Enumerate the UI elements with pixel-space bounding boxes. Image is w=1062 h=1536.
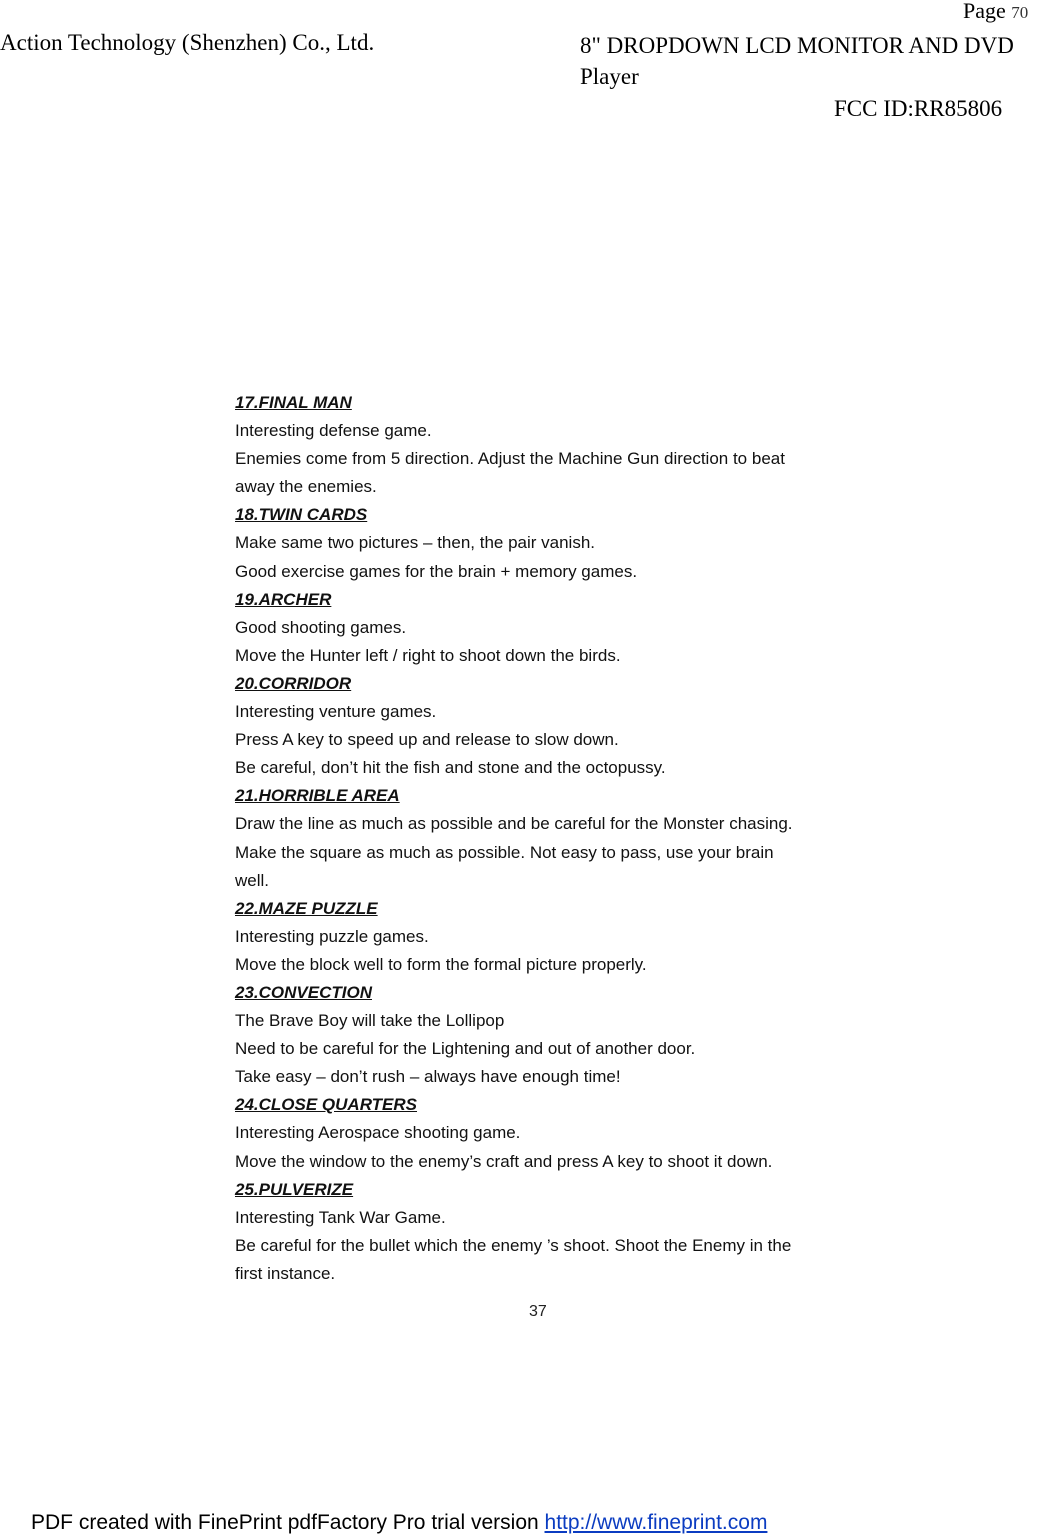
body-line: Interesting Aerospace shooting game. — [235, 1123, 521, 1143]
fcc-id: FCC ID:RR85806 — [834, 96, 1003, 121]
manual-content — [235, 389, 875, 1288]
footer-text: PDF created with FinePrint pdfFactory Pro trial version — [31, 1511, 545, 1534]
section-heading: 22.MAZE PUZZLE — [235, 898, 378, 918]
body-line: Good shooting games. — [235, 617, 407, 637]
section-heading: 23.CONVECTION — [235, 982, 372, 1002]
section-heading: 24.CLOSE QUARTERS — [235, 1095, 418, 1115]
body-line: well. — [235, 870, 270, 890]
body-line: Be careful for the bullet which the enemy ’s shoot. Shoot the Enemy in the — [235, 1235, 792, 1255]
body-line: Press A key to speed up and release to slow down. — [235, 730, 619, 750]
body-line: Take easy – don’t rush – always have enough time! — [235, 1067, 621, 1087]
pdf-footer — [31, 1510, 767, 1536]
section-heading: 18.TWIN CARDS — [235, 505, 368, 525]
header-page-number — [963, 0, 1028, 25]
body-line: Enemies come from 5 direction. Adjust the Machine Gun direction to beat — [235, 449, 785, 469]
body-line: Interesting defense game. — [235, 421, 432, 441]
body-line: Move the block well to form the formal picture properly. — [235, 954, 647, 974]
body-line: Move the window to the enemy’s craft and press A key to shoot it down. — [235, 1151, 773, 1171]
company-name: Action Technology (Shenzhen) Co., Ltd. — [0, 30, 375, 55]
product-title — [580, 30, 1062, 92]
body-line: Interesting venture games. — [235, 702, 437, 722]
body-line: first instance. — [235, 1263, 336, 1283]
section-heading: 21.HORRIBLE AREA — [235, 786, 400, 806]
footer-link[interactable]: http://www.fineprint.com — [544, 1511, 768, 1534]
body-line: Interesting Tank War Game. — [235, 1207, 446, 1227]
body-line: Make the square as much as possible. Not easy to pass, use your brain — [235, 842, 774, 862]
section-heading: 17.FINAL MAN — [235, 393, 352, 412]
body-line: The Brave Boy will take the Lollipop — [235, 1011, 505, 1031]
body-line: Interesting puzzle games. — [235, 926, 429, 946]
product-title-line-2: Player — [580, 64, 639, 89]
body-line: Move the Hunter left / right to shoot down the birds. — [235, 645, 621, 665]
page-label: Page — [963, 0, 1006, 23]
product-title-line-1: 8" DROPDOWN LCD MONITOR AND DVD — [580, 33, 1014, 58]
manual-page-number: 37 — [529, 1303, 547, 1320]
section-heading: 19.ARCHER — [235, 589, 332, 609]
body-line: Need to be careful for the Lightening and out of another door. — [235, 1039, 696, 1059]
body-line: Be careful, don’t hit the fish and stone and the octopussy. — [235, 758, 666, 778]
page-number-value: 70 — [1011, 3, 1029, 22]
section-heading: 25.PULVERIZE — [235, 1179, 354, 1199]
body-line: Make same two pictures – then, the pair vanish. — [235, 533, 596, 553]
body-line: Draw the line as much as possible and be careful for the Monster chasing. — [235, 814, 793, 834]
body-line: Good exercise games for the brain + memory games. — [235, 561, 638, 581]
body-line: away the enemies. — [235, 477, 377, 497]
section-heading: 20.CORRIDOR — [235, 673, 352, 693]
